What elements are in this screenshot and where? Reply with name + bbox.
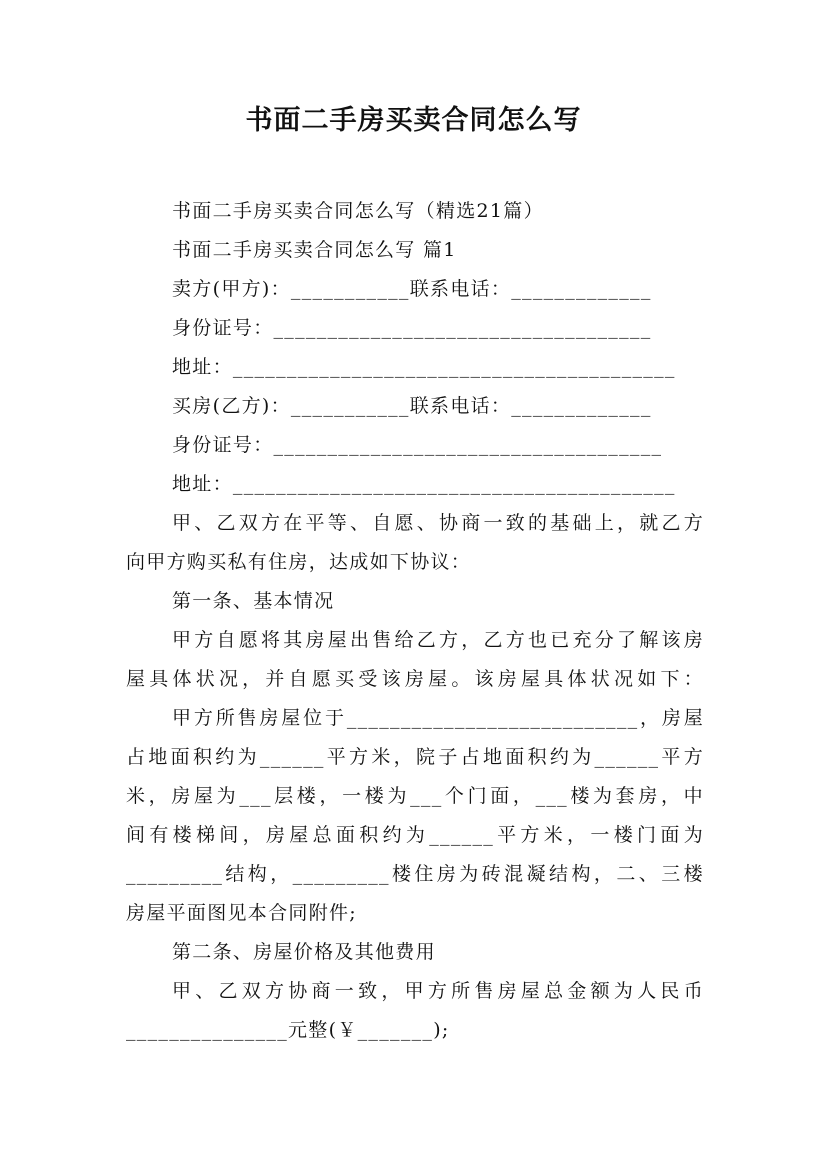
- paragraph-line: 甲方所售房屋位于___________________________，房屋: [172, 707, 704, 729]
- seller-id-line: 身份证号：___________________________________: [172, 317, 652, 339]
- buyer-id-line: 身份证号：____________________________________: [172, 434, 663, 456]
- paragraph-line: 向甲方购买私有住房，达成如下协议：: [126, 551, 472, 573]
- paragraph-line: 甲方自愿将其房屋出售给乙方，乙方也已充分了解该房: [172, 629, 704, 651]
- paragraph-line: 甲、乙双方协商一致，甲方所售房屋总金额为人民币: [172, 980, 704, 1002]
- paragraph-line: 甲、乙双方在平等、自愿、协商一致的基础上，就乙方: [172, 512, 704, 534]
- paragraph-line: _______________元整(￥_______);: [126, 1019, 450, 1041]
- article-heading: 第一条、基本情况: [172, 590, 335, 612]
- seller-address-line: 地址：_________________________________________: [172, 356, 676, 378]
- buyer-address-line: 地址：_________________________________________: [172, 473, 676, 495]
- paragraph-line: 房屋平面图见本合同附件;: [126, 902, 358, 924]
- section-heading: 书面二手房买卖合同怎么写 篇1: [172, 239, 457, 261]
- paragraph-line: 占地面积约为______平方米，院子占地面积约为______平方: [126, 746, 704, 768]
- paragraph-line: 米，房屋为___层楼，一楼为___个门面，___楼为套房，中: [126, 785, 704, 807]
- article-heading: 第二条、房屋价格及其他费用: [172, 941, 436, 963]
- paragraph-line: 间有楼梯间，房屋总面积约为______平方米，一楼门面为: [126, 824, 704, 846]
- buyer-line: 买房(乙方)：___________联系电话：_____________: [172, 395, 652, 417]
- subtitle-line: 书面二手房买卖合同怎么写（精选21篇）: [172, 200, 544, 222]
- seller-line: 卖方(甲方)：___________联系电话：_____________: [172, 278, 652, 300]
- paragraph-line: 屋具体状况，并自愿买受该房屋。该房屋具体状况如下：: [126, 668, 704, 690]
- paragraph-line: _________结构，_________楼住房为砖混凝结构，二、三楼: [126, 863, 704, 885]
- document-title: 书面二手房买卖合同怎么写: [245, 105, 582, 136]
